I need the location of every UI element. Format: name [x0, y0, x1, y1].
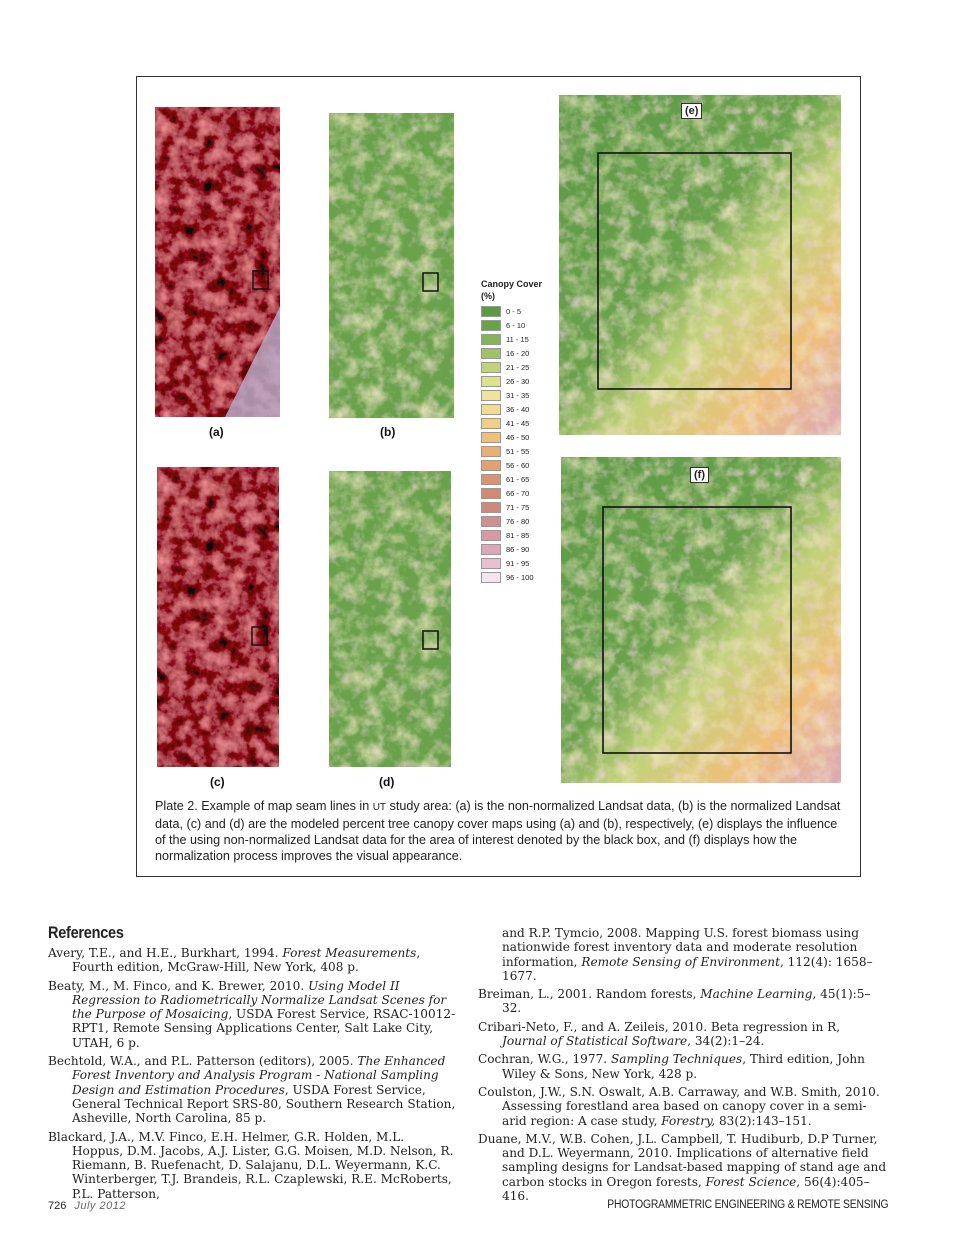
legend-label: 51 - 55: [506, 446, 530, 456]
panel-label-e: (e): [681, 103, 702, 119]
legend-label: 76 - 80: [506, 516, 530, 526]
reference-text: Cribari-Neto, F., and A. Zeileis, 2010. Beta regression in R,: [478, 1019, 841, 1034]
reference-text: Coulston, J.W., S.N. Oswalt, A.B. Carraway, and W.B. Smith, 2010. Assessing forestland area based on canopy cover in a semi-arid region: A case study,: [478, 1084, 880, 1128]
legend-label: 26 - 30: [506, 376, 530, 386]
legend-swatch: [481, 446, 501, 457]
reference-text: , 45(1):5–32.: [502, 987, 871, 1016]
legend-label: 61 - 65: [506, 474, 530, 484]
legend-label: 66 - 70: [506, 488, 530, 498]
legend-item: [481, 444, 591, 458]
reference-text: , 112(4): 1658–1677.: [502, 954, 873, 983]
plate-caption: [155, 798, 845, 864]
page-number: 726: [48, 1200, 67, 1212]
reference-entry: [478, 1085, 888, 1128]
legend-swatch: [481, 558, 501, 569]
reference-text: Breiman, L., 2001. Random forests,: [478, 987, 701, 1002]
landsat-map-c: [157, 467, 279, 767]
landsat-map-a: [155, 107, 280, 417]
legend-swatch: [481, 502, 501, 513]
legend-label: 11 - 15: [506, 334, 529, 344]
legend-swatch: [481, 544, 501, 555]
reference-title: Forest Measurements: [282, 946, 417, 960]
caption-abbr: UT: [372, 802, 387, 813]
legend-title: Canopy Cover: [481, 279, 543, 289]
reference-entry: [478, 1132, 888, 1203]
legend-swatch: [481, 376, 501, 387]
reference-text: Bechtold, W.A., and P.L. Patterson (editors), 2005.: [48, 1054, 358, 1069]
reference-entry: [48, 946, 458, 975]
reference-text: Duane, M.V., W.B. Cohen, J.L. Campbell, T. Hudiburb, D.P Turner, and D.L. Weyermann, 2010. Implications of alternative field sampling designs for Landsat-based mapping of stand age and carbon stocks in Oregon forests,: [478, 1131, 887, 1189]
panel-label-a: (a): [209, 425, 224, 439]
reference-entry: [478, 1020, 888, 1049]
page-footer-left: [48, 1200, 126, 1212]
reference-entry: [478, 987, 888, 1016]
reference-title: Remote Sensing of Environment: [581, 954, 780, 969]
zoom-map-e: [559, 95, 841, 435]
reference-entry: [48, 1130, 458, 1201]
caption-rest: study area: (a) is the non-normalized Landsat data, (b) is the normalized Landsat data, (c) and (d) are the modeled percent tree canopy cover maps using (a) and (b), respectively, (e) displays the influence of the using non-normalized Landsat data for the area of interest denoted by the black box, and (f) displays how the normalization process improves the visual appearance.: [155, 799, 841, 863]
legend-label: 91 - 95: [506, 558, 530, 568]
legend-label: 36 - 40: [506, 404, 530, 414]
panel-label-f: (f): [690, 467, 709, 483]
canopy-map-d: [329, 471, 451, 767]
reference-text: Avery, T.E., and H.E., Burkhart, 1994.: [48, 946, 283, 960]
caption-lead: Plate 2. Example of map seam lines in: [155, 799, 373, 813]
references-right-column: [478, 926, 888, 1207]
reference-title: Using Model II Regression to Radiometrically Normalize Landsat Scenes for the Purpose of Mosaicing: [72, 978, 447, 1022]
journal-name: PHOTOGRAMMETRIC ENGINEERING & REMOTE SENSING: [606, 1199, 888, 1211]
reference-entry: [478, 1052, 888, 1081]
legend-swatch: [481, 390, 501, 401]
panel-label-b: (b): [380, 425, 396, 439]
legend-label: 41 - 45: [506, 418, 530, 428]
reference-title: Sampling Techniques: [610, 1052, 743, 1067]
issue-date: July 2012: [74, 1200, 126, 1212]
legend-label: 96 - 100: [506, 572, 534, 582]
reference-text: , USDA Forest Service, RSAC-10012-RPT1, Remote Sensing Applications Center, Salt Lake City, UTAH, 6 p.: [72, 1007, 456, 1050]
legend-swatch: [481, 418, 501, 429]
reference-text: 83(2):143–151.: [715, 1113, 812, 1128]
legend-label: 0 - 5: [506, 306, 522, 316]
legend-label: 56 - 60: [506, 460, 530, 470]
reference-entry: [48, 1054, 458, 1125]
reference-title: Forestry,: [661, 1113, 716, 1128]
zoom-map-f: [561, 457, 841, 783]
panel-label-d: (d): [379, 775, 395, 789]
legend-swatch: [481, 474, 501, 485]
panel-label-c: (c): [210, 775, 225, 789]
legend-swatch: [481, 516, 501, 527]
legend-swatch: [481, 306, 501, 317]
reference-text: , Third edition, John Wiley & Sons, New York, 428 p.: [502, 1052, 865, 1081]
reference-entry: [478, 926, 888, 983]
reference-text: , 34(2):1–24.: [687, 1034, 765, 1049]
legend-swatch: [481, 348, 501, 359]
reference-title: Machine Learning: [700, 987, 813, 1002]
legend-swatch: [481, 460, 501, 471]
reference-title: Journal of Statistical Software: [502, 1034, 688, 1049]
legend-label: 16 - 20: [506, 348, 530, 358]
legend-label: 6 - 10: [506, 320, 526, 330]
reference-title: The Enhanced Forest Inventory and Analysis Program - National Sampling Design and Estimation Procedures: [72, 1054, 446, 1097]
legend-label: 46 - 50: [506, 432, 530, 442]
legend-label: 21 - 25: [506, 362, 530, 372]
reference-text: , USDA Forest Service, General Technical Report SRS-80, Southern Research Station, Asheville, North Carolina, 85 p.: [72, 1082, 456, 1126]
references-left-column: [48, 946, 458, 1205]
legend-swatch: [481, 572, 501, 583]
legend-swatch: [481, 432, 501, 443]
reference-text: Beaty, M., M. Finco, and K. Brewer, 2010.: [48, 978, 309, 993]
legend-label: 71 - 75: [506, 502, 530, 512]
legend-swatch: [481, 404, 501, 415]
reference-text: , 56(4):405–416.: [502, 1174, 870, 1204]
legend-swatch: [481, 488, 501, 499]
legend-label: 31 - 35: [506, 390, 530, 400]
reference-text: Cochran, W.G., 1977.: [478, 1052, 611, 1067]
reference-title: Forest Science: [705, 1174, 797, 1189]
legend-label: 86 - 90: [506, 544, 530, 554]
reference-text: and R.P. Tymcio, 2008. Mapping U.S. forest biomass using nationwide forest inventory data and moderate resolution information,: [502, 926, 859, 969]
legend-swatch: [481, 320, 501, 331]
legend-swatch: [481, 362, 501, 373]
legend-swatch: [481, 530, 501, 541]
legend-label: 81 - 85: [506, 530, 530, 540]
reference-entry: [48, 979, 458, 1050]
plate-figure: [136, 76, 861, 877]
canopy-map-b: [329, 113, 454, 418]
legend-swatch: [481, 334, 501, 345]
references-heading: References: [48, 924, 124, 942]
reference-text: Blackard, J.A., M.V. Finco, E.H. Helmer, G.R. Holden, M.L. Hoppus, D.M. Jacobs, A.J. Lister, G.G. Moisen, M.D. Nelson, R. Riemann, B. Ruefenacht, D. Salajanu, D.L. Weyermann, K.C. Winterberger, T.J. Brandeis, R.L. Czaplewski, R.E. McRoberts, P.L. Patterson,: [48, 1129, 454, 1201]
legend-unit: (%): [481, 291, 495, 301]
reference-text: , Fourth edition, McGraw-Hill, New York, 408 p.: [72, 946, 421, 975]
